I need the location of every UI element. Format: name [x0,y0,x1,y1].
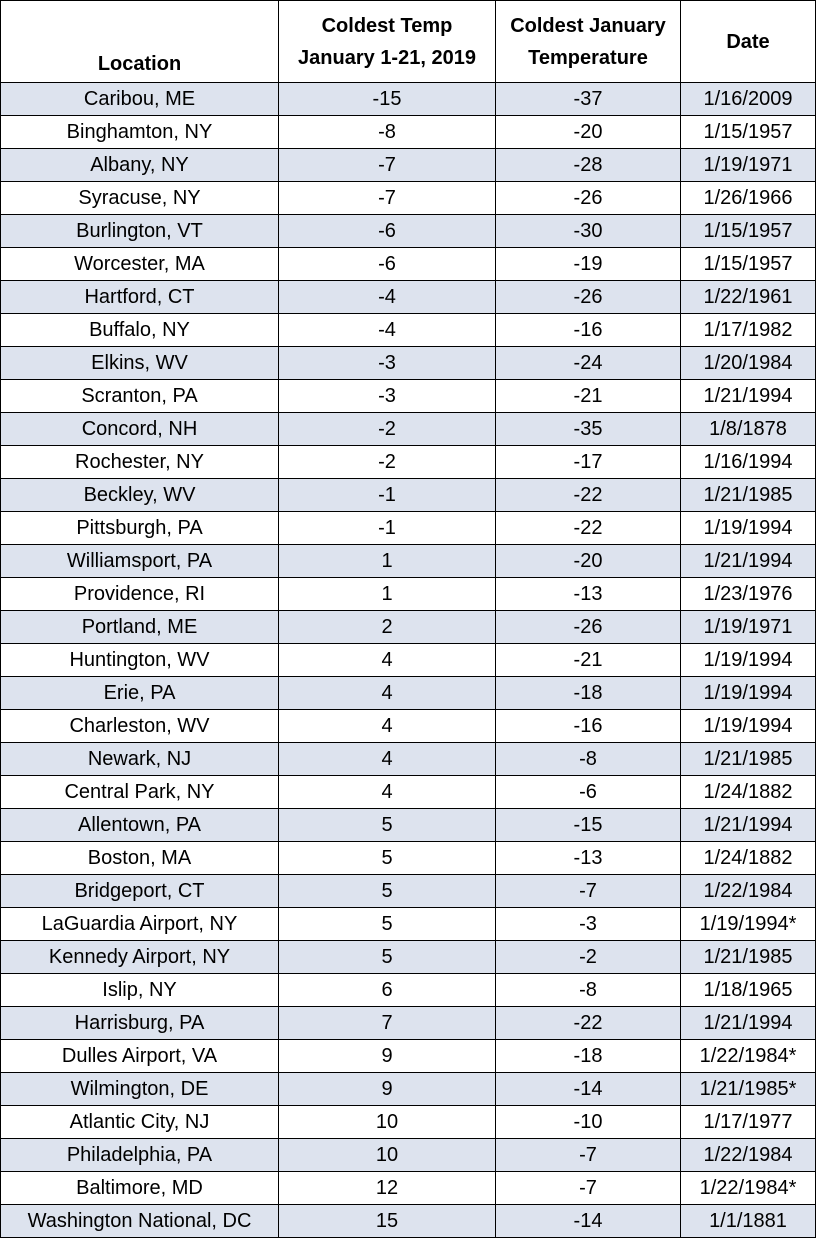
location-cell: Baltimore, MD [1,1172,279,1205]
location-cell: Allentown, PA [1,809,279,842]
date-cell: 1/21/1994 [681,545,816,578]
header-text-line: Location [97,53,182,75]
table-row [1,116,816,149]
table-row [1,1040,816,1073]
table-row [1,710,816,743]
table-row [1,776,816,809]
location-cell: Wilmington, DE [1,1073,279,1106]
coldest-2019-cell: 4 [279,677,496,710]
location-cell: Beckley, WV [1,479,279,512]
date-cell: 1/24/1882 [681,842,816,875]
date-cell: 1/19/1994 [681,512,816,545]
coldest-january-cell: -7 [496,1172,681,1205]
coldest-january-cell: -14 [496,1205,681,1238]
coldest-2019-cell: 12 [279,1172,496,1205]
coldest-2019-cell: 4 [279,644,496,677]
location-cell: Hartford, CT [1,281,279,314]
coldest-2019-cell: 4 [279,743,496,776]
date-cell: 1/15/1957 [681,215,816,248]
table-row [1,1073,816,1106]
table-row [1,743,816,776]
table-row [1,941,816,974]
location-cell: Buffalo, NY [1,314,279,347]
location-cell: Caribou, ME [1,83,279,116]
coldest-2019-cell: -7 [279,182,496,215]
coldest-2019-cell: 2 [279,611,496,644]
date-cell: 1/26/1966 [681,182,816,215]
date-cell: 1/19/1994 [681,677,816,710]
table-row [1,479,816,512]
coldest-2019-cell: 4 [279,710,496,743]
coldest-2019-cell: 5 [279,809,496,842]
table-row [1,512,816,545]
coldest-2019-cell: 15 [279,1205,496,1238]
location-cell: Atlantic City, NJ [1,1106,279,1139]
coldest-january-cell: -22 [496,479,681,512]
date-cell: 1/24/1882 [681,776,816,809]
location-cell: Central Park, NY [1,776,279,809]
date-cell: 1/17/1982 [681,314,816,347]
location-cell: Burlington, VT [1,215,279,248]
coldest-2019-cell: -4 [279,281,496,314]
location-cell: Kennedy Airport, NY [1,941,279,974]
coldest-2019-cell: -2 [279,413,496,446]
date-cell: 1/18/1965 [681,974,816,1007]
table-row [1,809,816,842]
location-cell: Concord, NH [1,413,279,446]
date-cell: 1/15/1957 [681,248,816,281]
coldest-2019-cell: 1 [279,545,496,578]
coldest-2019-cell: 7 [279,1007,496,1040]
table-row [1,347,816,380]
coldest-2019-cell: 9 [279,1073,496,1106]
location-cell: Portland, ME [1,611,279,644]
coldest-january-cell: -35 [496,413,681,446]
date-cell: 1/19/1971 [681,611,816,644]
header-text-line: Date [726,30,770,53]
coldest-january-cell: -18 [496,677,681,710]
date-cell: 1/23/1976 [681,578,816,611]
table-row [1,578,816,611]
coldest-january-cell: -21 [496,644,681,677]
table-row [1,314,816,347]
date-cell: 1/22/1984 [681,875,816,908]
location-cell: LaGuardia Airport, NY [1,908,279,941]
location-cell: Huntington, WV [1,644,279,677]
date-cell: 1/22/1984 [681,1139,816,1172]
location-cell: Boston, MA [1,842,279,875]
table-row [1,974,816,1007]
coldest-january-cell: -2 [496,941,681,974]
date-cell: 1/8/1878 [681,413,816,446]
header-date [681,1,816,83]
table-row [1,413,816,446]
date-cell: 1/22/1984* [681,1040,816,1073]
coldest-2019-cell: -1 [279,479,496,512]
date-cell: 1/19/1994 [681,710,816,743]
coldest-january-cell: -28 [496,149,681,182]
coldest-2019-cell: 1 [279,578,496,611]
coldest-2019-cell: -2 [279,446,496,479]
coldest-january-cell: -7 [496,1139,681,1172]
location-cell: Pittsburgh, PA [1,512,279,545]
date-cell: 1/15/1957 [681,116,816,149]
table-row [1,182,816,215]
coldest-january-cell: -19 [496,248,681,281]
date-cell: 1/17/1977 [681,1106,816,1139]
coldest-2019-cell: -6 [279,248,496,281]
table-row [1,842,816,875]
table-header [1,1,816,83]
location-cell: Erie, PA [1,677,279,710]
coldest-2019-cell: -4 [279,314,496,347]
location-cell: Dulles Airport, VA [1,1040,279,1073]
coldest-january-cell: -8 [496,743,681,776]
table-row [1,83,816,116]
coldest-2019-cell: -3 [279,347,496,380]
coldest-january-cell: -10 [496,1106,681,1139]
table-row [1,1172,816,1205]
coldest-january-cell: -22 [496,1007,681,1040]
table-row [1,149,816,182]
date-cell: 1/19/1971 [681,149,816,182]
header-text-line: Coldest Temp [321,14,453,37]
table-row [1,1106,816,1139]
table-row [1,446,816,479]
coldest-january-cell: -26 [496,611,681,644]
coldest-2019-cell: 5 [279,941,496,974]
coldest-2019-cell: 10 [279,1106,496,1139]
coldest-2019-cell: -7 [279,149,496,182]
date-cell: 1/21/1994 [681,380,816,413]
coldest-january-cell: -14 [496,1073,681,1106]
table-row [1,908,816,941]
coldest-january-cell: -17 [496,446,681,479]
table-row [1,1139,816,1172]
coldest-january-cell: -6 [496,776,681,809]
date-cell: 1/21/1985 [681,743,816,776]
coldest-january-cell: -16 [496,710,681,743]
coldest-january-cell: -8 [496,974,681,1007]
header-coldest-temp-2019 [279,1,496,83]
date-cell: 1/19/1994 [681,644,816,677]
coldest-january-cell: -30 [496,215,681,248]
coldest-january-cell: -37 [496,83,681,116]
date-cell: 1/21/1985 [681,941,816,974]
date-cell: 1/1/1881 [681,1205,816,1238]
coldest-january-cell: -3 [496,908,681,941]
table-row [1,875,816,908]
coldest-january-cell: -20 [496,116,681,149]
location-cell: Newark, NJ [1,743,279,776]
coldest-2019-cell: 5 [279,908,496,941]
date-cell: 1/22/1984* [681,1172,816,1205]
header-text-line: Temperature [528,46,648,69]
coldest-january-cell: -21 [496,380,681,413]
location-cell: Islip, NY [1,974,279,1007]
header-text-line: Coldest January [510,14,666,37]
location-cell: Worcester, MA [1,248,279,281]
table-row [1,611,816,644]
coldest-2019-cell: 5 [279,842,496,875]
coldest-2019-cell: -15 [279,83,496,116]
coldest-2019-cell: -3 [279,380,496,413]
location-cell: Syracuse, NY [1,182,279,215]
coldest-january-cell: -26 [496,182,681,215]
location-cell: Elkins, WV [1,347,279,380]
location-cell: Philadelphia, PA [1,1139,279,1172]
header-row [1,1,816,83]
location-cell: Binghamton, NY [1,116,279,149]
coldest-january-cell: -22 [496,512,681,545]
date-cell: 1/16/2009 [681,83,816,116]
table-body [1,83,816,1238]
date-cell: 1/21/1994 [681,809,816,842]
coldest-january-cell: -24 [496,347,681,380]
date-cell: 1/21/1985* [681,1073,816,1106]
table-row [1,215,816,248]
coldest-2019-cell: 10 [279,1139,496,1172]
coldest-2019-cell: 9 [279,1040,496,1073]
header-text-line: January 1-21, 2019 [298,46,476,69]
coldest-january-cell: -16 [496,314,681,347]
location-cell: Providence, RI [1,578,279,611]
header-location [1,1,279,83]
date-cell: 1/22/1961 [681,281,816,314]
location-cell: Albany, NY [1,149,279,182]
coldest-january-cell: -13 [496,842,681,875]
coldest-2019-cell: 5 [279,875,496,908]
location-cell: Williamsport, PA [1,545,279,578]
coldest-january-cell: -18 [496,1040,681,1073]
date-cell: 1/21/1994 [681,1007,816,1040]
coldest-2019-cell: -1 [279,512,496,545]
coldest-january-cell: -7 [496,875,681,908]
header-coldest-january-temperature [496,1,681,83]
table-row [1,1205,816,1238]
table-row [1,248,816,281]
coldest-january-cell: -26 [496,281,681,314]
location-cell: Bridgeport, CT [1,875,279,908]
location-cell: Charleston, WV [1,710,279,743]
coldest-2019-cell: 6 [279,974,496,1007]
date-cell: 1/19/1994* [681,908,816,941]
coldest-january-cell: -20 [496,545,681,578]
date-cell: 1/21/1985 [681,479,816,512]
coldest-2019-cell: -8 [279,116,496,149]
coldest-january-cell: -15 [496,809,681,842]
table-row [1,545,816,578]
location-cell: Washington National, DC [1,1205,279,1238]
coldest-2019-cell: 4 [279,776,496,809]
table-row [1,677,816,710]
table-row [1,281,816,314]
location-cell: Rochester, NY [1,446,279,479]
location-cell: Scranton, PA [1,380,279,413]
coldest-2019-cell: -6 [279,215,496,248]
table-row [1,644,816,677]
table-row [1,1007,816,1040]
table-row [1,380,816,413]
coldest-january-cell: -13 [496,578,681,611]
date-cell: 1/16/1994 [681,446,816,479]
date-cell: 1/20/1984 [681,347,816,380]
location-cell: Harrisburg, PA [1,1007,279,1040]
